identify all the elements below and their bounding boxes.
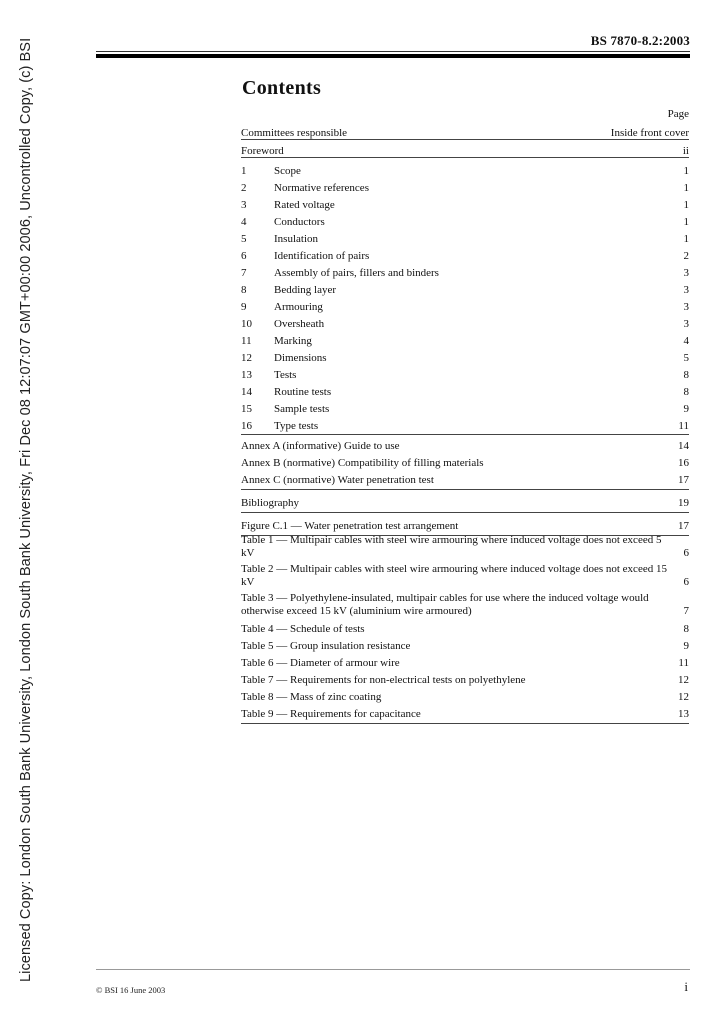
header-rule-thin	[96, 51, 690, 52]
annex-title: Annex B (normative) Compatibility of filling materials	[241, 457, 484, 469]
toc-annex[interactable]	[241, 452, 689, 469]
table-title: Table 9 — Requirements for capacitance	[241, 708, 421, 720]
page-title: Contents	[242, 77, 322, 99]
table-title: Table 5 — Group insulation resistance	[241, 640, 411, 652]
section-number: 7	[241, 267, 247, 279]
section-title: Identification of pairs	[274, 250, 370, 262]
divider	[241, 489, 689, 490]
toc-entry-label: Committees responsible	[241, 127, 348, 139]
toc-section[interactable]	[241, 279, 689, 296]
table-page: 7	[683, 605, 689, 617]
section-number: 2	[241, 182, 247, 194]
toc-annex[interactable]	[241, 435, 689, 452]
section-title: Marking	[274, 335, 312, 347]
section-page: 1	[683, 165, 689, 177]
table-page: 8	[683, 623, 689, 635]
toc-table[interactable]	[241, 635, 689, 652]
section-page: 4	[683, 335, 689, 347]
toc-table[interactable]	[241, 652, 689, 669]
toc-table[interactable]	[241, 531, 689, 560]
toc-section[interactable]	[241, 194, 689, 211]
table-title: Table 8 — Mass of zinc coating	[241, 691, 382, 703]
section-title: Insulation	[274, 233, 318, 245]
footer-copyright: © BSI 16 June 2003	[96, 985, 166, 995]
section-title: Dimensions	[274, 352, 327, 364]
section-number: 15	[241, 403, 252, 415]
annex-title: Annex A (informative) Guide to use	[241, 440, 400, 452]
section-title: Assembly of pairs, fillers and binders	[274, 267, 439, 279]
section-title: Rated voltage	[274, 199, 335, 211]
section-title: Oversheath	[274, 318, 325, 330]
section-title: Scope	[274, 165, 301, 177]
figure-page: 17	[678, 520, 689, 532]
section-title: Armouring	[274, 301, 323, 313]
toc-section[interactable]	[241, 211, 689, 228]
section-page: 3	[683, 301, 689, 313]
section-title: Routine tests	[274, 386, 332, 398]
section-page: 1	[683, 233, 689, 245]
toc-entry-page: ii	[682, 145, 689, 157]
section-number: 14	[241, 386, 252, 398]
toc-table[interactable]	[241, 686, 689, 703]
toc-section[interactable]	[241, 228, 689, 245]
section-page: 3	[683, 267, 689, 279]
divider	[241, 723, 689, 724]
figure-title: Figure C.1 — Water penetration test arrangement	[241, 520, 459, 532]
table-title: Table 7 — Requirements for non-electrical tests on polyethylene	[241, 674, 526, 686]
section-number: 3	[241, 199, 247, 211]
section-title: Conductors	[274, 216, 325, 228]
toc-section[interactable]	[241, 296, 689, 313]
table-page: 11	[678, 657, 689, 669]
section-number: 1	[241, 165, 247, 177]
document-reference: BS 7870-8.2:2003	[590, 33, 690, 48]
section-number: 9	[241, 301, 247, 313]
toc-table[interactable]	[241, 703, 689, 720]
section-title: Tests	[274, 369, 297, 381]
toc-table[interactable]	[241, 560, 689, 589]
table-page: 9	[683, 640, 689, 652]
license-watermark: Licensed Copy: London South Bank University, London South Bank University, Fri Dec 08 12:07:07 GMT+00:00 2006, Uncontrolled Copy, (c) BSI	[18, 37, 34, 982]
annex-page: 16	[678, 457, 689, 469]
toc-section[interactable]	[241, 160, 689, 177]
toc-entry-foreword[interactable]	[241, 140, 689, 157]
table-title: Table 3 — Polyethylene-insulated, multipair cables for use where the induced voltage would otherwise exceed 15 kV (aluminium wire armoured)	[241, 592, 649, 617]
section-number: 6	[241, 250, 247, 262]
section-title: Bedding layer	[274, 284, 337, 296]
divider	[241, 512, 689, 513]
section-page: 1	[683, 199, 689, 211]
section-page: 1	[683, 216, 689, 228]
annex-page: 17	[678, 474, 689, 486]
toc-front-matter	[241, 122, 689, 158]
page-column-label: Page	[667, 108, 689, 120]
footer-page-number: i	[684, 979, 688, 994]
section-number: 13	[241, 369, 252, 381]
section-page: 2	[683, 250, 689, 262]
toc-section[interactable]	[241, 347, 689, 364]
section-number: 12	[241, 352, 252, 364]
toc-annex[interactable]	[241, 469, 689, 486]
toc-section[interactable]	[241, 177, 689, 194]
toc-entry-page: Inside front cover	[610, 127, 689, 139]
toc-section[interactable]	[241, 381, 689, 398]
section-number: 5	[241, 233, 247, 245]
table-page: 12	[678, 691, 689, 703]
header-rule-thick	[96, 54, 690, 58]
section-number: 11	[241, 335, 252, 347]
annex-page: 14	[678, 440, 689, 452]
toc-section[interactable]	[241, 364, 689, 381]
toc-sections	[241, 160, 689, 435]
toc-section[interactable]	[241, 398, 689, 415]
section-page: 3	[683, 318, 689, 330]
table-title: Table 1 — Multipair cables with steel wire armouring where induced voltage does not exceed 5 kV	[241, 534, 662, 559]
bibliography-page: 19	[678, 497, 689, 509]
table-title: Table 6 — Diameter of armour wire	[241, 657, 400, 669]
table-title: Table 2 — Multipair cables with steel wire armouring where induced voltage does not exceed 15 kV	[241, 563, 667, 588]
section-title: Sample tests	[274, 403, 330, 415]
table-page: 12	[678, 674, 689, 686]
section-page: 8	[683, 386, 689, 398]
toc-table[interactable]	[241, 589, 689, 618]
toc-table[interactable]	[241, 669, 689, 686]
table-page: 6	[683, 576, 689, 588]
toc-bibliography[interactable]	[241, 492, 689, 509]
toc-entry-committees[interactable]	[241, 122, 689, 139]
toc-annexes	[241, 435, 689, 536]
annex-title: Annex C (normative) Water penetration test	[241, 474, 434, 486]
section-number: 8	[241, 284, 247, 296]
toc-section[interactable]	[241, 330, 689, 347]
section-number: 16	[241, 420, 252, 432]
section-page: 8	[683, 369, 689, 381]
section-page: 1	[683, 182, 689, 194]
section-title: Normative references	[274, 182, 369, 194]
toc-section[interactable]	[241, 415, 689, 432]
toc-tables	[241, 531, 689, 724]
table-title: Table 4 — Schedule of tests	[241, 623, 365, 635]
table-page: 6	[683, 547, 689, 559]
toc-section[interactable]	[241, 245, 689, 262]
bibliography-title: Bibliography	[241, 497, 300, 509]
section-page: 9	[683, 403, 689, 415]
section-page: 5	[683, 352, 689, 364]
divider	[241, 157, 689, 158]
section-title: Type tests	[274, 420, 319, 432]
toc-section[interactable]	[241, 262, 689, 279]
section-number: 4	[241, 216, 247, 228]
toc-section[interactable]	[241, 313, 689, 330]
section-page: 3	[683, 284, 689, 296]
section-page: 11	[678, 420, 689, 432]
table-page: 13	[678, 708, 689, 720]
toc-table[interactable]	[241, 618, 689, 635]
section-number: 10	[241, 318, 252, 330]
toc-figure[interactable]	[241, 515, 689, 532]
footer-rule	[96, 969, 690, 970]
toc-entry-label: Foreword	[241, 145, 284, 157]
